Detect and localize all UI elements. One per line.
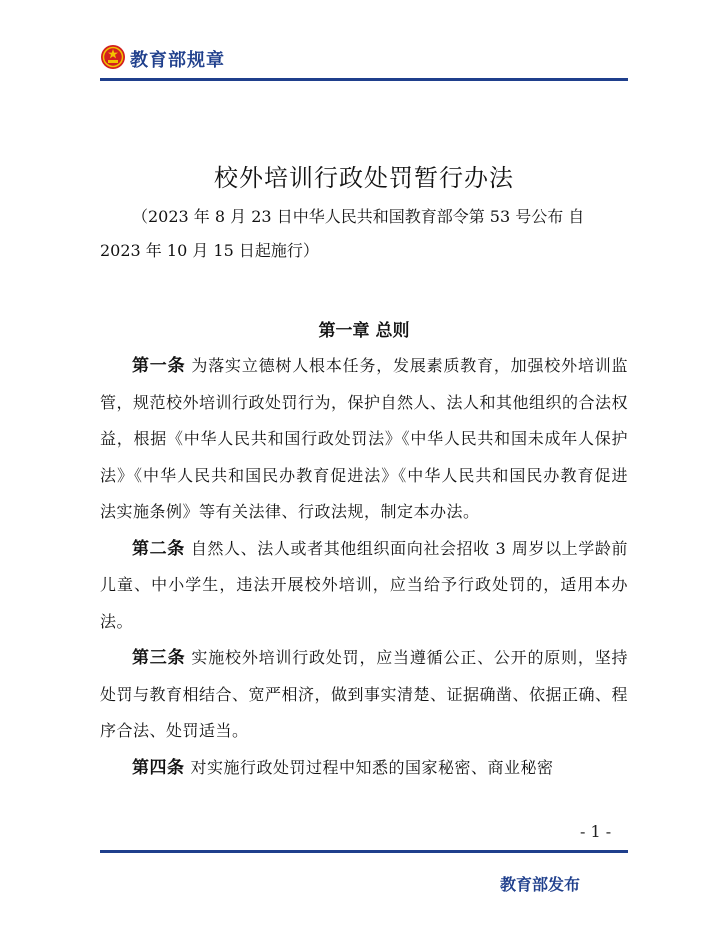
- article-label: 第二条: [132, 538, 185, 559]
- articles-body: [100, 348, 628, 786]
- article-1: [100, 348, 628, 531]
- article-label: 第一条: [132, 356, 186, 376]
- article-label: 第三条: [132, 648, 186, 668]
- article-label: 第四条: [132, 757, 185, 778]
- document-subtitle: （2023 年 8 月 23 日中华人民共和国教育部令第 53 号公布 自 2023 年 10 月 15 日起施行）: [100, 207, 585, 260]
- national-emblem-icon: [100, 44, 126, 70]
- article-text: 对实施行政处罚过程中知悉的国家秘密、商业秘密: [190, 757, 554, 777]
- article-2: [100, 531, 628, 641]
- footer-publisher: 教育部发布: [500, 875, 581, 894]
- document-title: 校外培训行政处罚暂行办法: [214, 164, 514, 192]
- page-header: [100, 40, 628, 80]
- article-text: 实施校外培训行政处罚，应当遵循公正、公开的原则，坚持处罚与教育相结合、宽严相济，做到事实清楚、证据确凿、依据正确、程序合法、处罚适当。: [100, 648, 629, 740]
- article-4: [100, 750, 628, 787]
- article-3: [100, 640, 628, 750]
- article-text: 自然人、法人或者其他组织面向社会招收 3 周岁以上学龄前儿童、中小学生，违法开展校外培训，应当给予行政处罚的，适用本办法。: [100, 538, 628, 631]
- footer-rule: [100, 850, 628, 853]
- header-title: 教育部规章: [130, 50, 225, 71]
- article-text: 为落实立德树人根本任务，发展素质教育，加强校外培训监管，规范校外培训行政处罚行为，保护自然人、法人和其他组织的合法权益，根据《中华人民共和国行政处罚法》《中华人民共和国未成年人保护法》《中华人民共和国民办教育促进法》《中华人民共和国民办教育促进法实施条例》等有关法律、行政法规，制定本办法。: [100, 356, 629, 521]
- header-rule: [100, 78, 628, 81]
- chapter-heading: 第一章 总则: [318, 321, 410, 341]
- page-number: - 1 -: [580, 822, 612, 841]
